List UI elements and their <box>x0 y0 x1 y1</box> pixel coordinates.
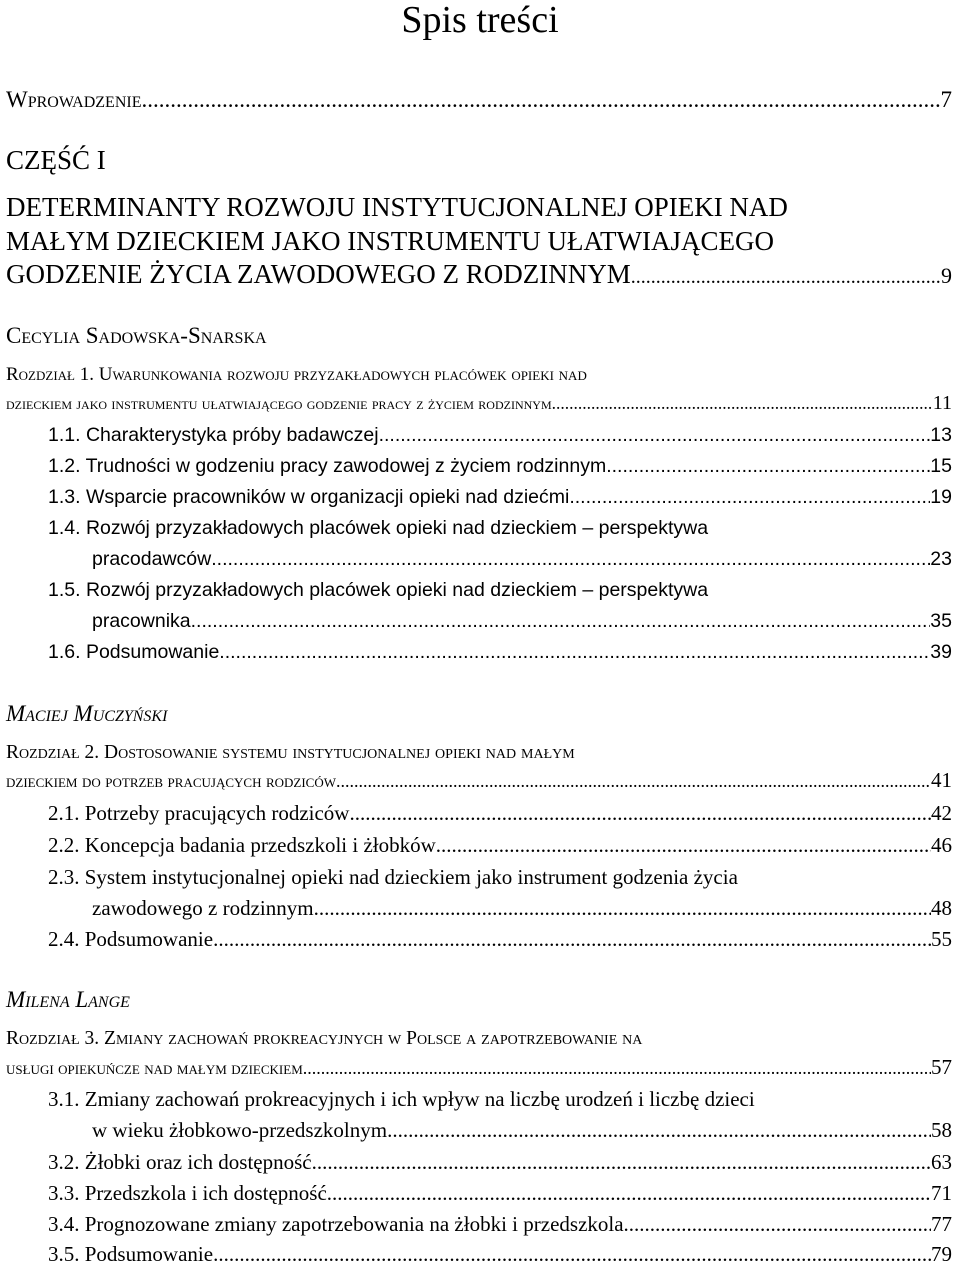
toc-leader-dots <box>552 390 933 416</box>
section-number: 1.5. <box>48 579 81 601</box>
chapter-title-line: Rozdział 2. Dostosowanie systemu instytucjonalnej opieki nad małym <box>6 742 575 763</box>
toc-page-number: 57 <box>931 1055 952 1079</box>
toc-leader-dots <box>211 546 930 572</box>
toc-leader-dots <box>303 1055 931 1081</box>
section-number: 1.3. <box>48 486 81 508</box>
chapter-title-line: dzieckiem jako instrumentu ułatwiającego godzenie pracy z życiem rodzinnym <box>6 393 552 413</box>
toc-page-number: 63 <box>931 1150 952 1174</box>
section-number: 2.2. <box>48 833 80 857</box>
toc-entry-section-line[interactable] <box>48 863 738 891</box>
toc-entry-section[interactable] <box>92 608 952 634</box>
toc-entry-chapter[interactable] <box>6 390 952 416</box>
section-number: 1.1. <box>48 424 81 446</box>
section-number: 3.4. <box>48 1212 80 1236</box>
toc-entry-chapter[interactable] <box>6 767 952 794</box>
section-number: 2.1. <box>48 801 80 825</box>
toc-entry-section[interactable] <box>92 894 952 922</box>
toc-entry-section[interactable] <box>48 831 952 859</box>
toc-entry-section[interactable] <box>48 639 952 665</box>
section-title: Podsumowanie <box>85 641 220 663</box>
toc-entry-section[interactable] <box>48 799 952 827</box>
part-title-line: MAŁYM DZIECKIEM JAKO INSTRUMENTU UŁATWIAJĄCEGO <box>6 226 774 256</box>
toc-page-number: 46 <box>931 833 952 857</box>
toc-leader-dots <box>191 608 931 634</box>
toc-leader-dots <box>312 1148 931 1176</box>
section-number: 1.6. <box>48 641 81 663</box>
section-title: pracownika <box>92 610 191 632</box>
toc-page-number: 9 <box>941 263 952 288</box>
section-number: 3.3. <box>48 1181 80 1205</box>
section-title: Charakterystyka próby badawczej <box>85 424 379 446</box>
toc-page-number: 11 <box>932 392 952 414</box>
section-number: 1.4. <box>48 517 81 539</box>
toc-leader-dots <box>624 1210 931 1238</box>
toc-entry-section-line[interactable] <box>48 577 708 603</box>
toc-page-number: 23 <box>930 548 952 570</box>
author-name: Milena Lange <box>6 987 130 1012</box>
chapter-title-line: dzieckiem do potrzeb pracujących rodziców <box>6 771 337 791</box>
section-title: Żłobki oraz ich dostępność <box>84 1150 312 1174</box>
toc-page-number: 71 <box>931 1181 952 1205</box>
section-title: Wsparcie pracowników w organizacji opieki nad dziećmi <box>85 486 570 508</box>
chapter-title-line: Rozdział 3. Zmiany zachowań prokreacyjnych w Polsce a zapotrzebowanie na <box>6 1028 643 1049</box>
toc-entry-section-line[interactable] <box>48 1085 755 1113</box>
toc-leader-dots <box>436 831 931 859</box>
section-title: System instytucjonalnej opieki nad dzieckiem jako instrument godzenia życia <box>84 865 738 889</box>
toc-leader-dots <box>569 484 930 510</box>
toc-page-number: 55 <box>931 927 952 951</box>
toc-leader-dots <box>336 768 931 794</box>
toc-page-number: 58 <box>931 1118 952 1142</box>
section-title: Rozwój przyzakładowych placówek opieki nad dzieckiem – perspektywa <box>85 579 709 601</box>
section-number: 1.2. <box>48 455 81 477</box>
toc-entry-section[interactable] <box>48 1179 952 1207</box>
section-title: Rozwój przyzakładowych placówek opieki nad dzieckiem – perspektywa <box>85 517 709 539</box>
author-name: Maciej Muczyński <box>6 701 168 726</box>
toc-leader-dots <box>387 1116 931 1144</box>
section-title: Podsumowanie <box>84 1242 214 1266</box>
toc-entry-section[interactable] <box>92 546 952 572</box>
section-title: Prognozowane zmiany zapotrzebowania na żłobki i przedszkola <box>84 1212 624 1236</box>
toc-page-number: 13 <box>930 424 952 446</box>
section-title: Koncepcja badania przedszkoli i żłobków <box>84 833 436 857</box>
toc-entry-text: Wprowadzenie <box>6 87 142 112</box>
toc-entry-chapter[interactable] <box>6 1054 952 1081</box>
toc-entry-section[interactable] <box>48 484 952 510</box>
section-number: 3.5. <box>48 1242 80 1266</box>
section-number: 2.3. <box>48 865 80 889</box>
section-title: Podsumowanie <box>84 927 214 951</box>
toc-entry-section[interactable] <box>92 1116 952 1144</box>
toc-entry-section[interactable] <box>48 1148 952 1176</box>
chapter-title-line: usługi opiekuńcze nad małym dzieckiem <box>6 1058 303 1078</box>
toc-leader-dots <box>631 260 941 294</box>
section-title: w wieku żłobkowo-przedszkolnym <box>92 1118 388 1142</box>
toc-leader-dots <box>213 1240 931 1268</box>
section-title: Trudności w godzeniu pracy zawodowej z życiem rodzinnym <box>85 455 607 477</box>
section-number: 3.1. <box>48 1087 80 1111</box>
toc-entry-section[interactable] <box>48 925 952 953</box>
toc-page-number: 35 <box>930 610 952 632</box>
toc-entry-part[interactable] <box>6 257 952 294</box>
part-title-line: GODZENIE ŻYCIA ZAWODOWEGO Z RODZINNYM <box>6 259 631 289</box>
toc-leader-dots <box>141 86 940 114</box>
toc-page-number: 42 <box>931 801 952 825</box>
page-title: Spis treści <box>401 0 559 41</box>
toc-entry-section[interactable] <box>48 1240 952 1268</box>
toc-leader-dots <box>314 894 931 922</box>
section-title: zawodowego z rodzinnym <box>92 896 314 920</box>
section-title: pracodawców <box>92 548 212 570</box>
toc-page-number: 79 <box>931 1242 952 1266</box>
section-title: Przedszkola i ich dostępność <box>84 1181 327 1205</box>
toc-page-number: 7 <box>940 87 952 112</box>
toc-page-number: 41 <box>931 768 952 792</box>
toc-leader-dots <box>379 422 931 448</box>
toc-page-number: 48 <box>931 896 952 920</box>
toc-page-number: 19 <box>930 486 952 508</box>
toc-leader-dots <box>606 453 930 479</box>
part-title-line: DETERMINANTY ROZWOJU INSTYTUCJONALNEJ OPIEKI NAD <box>6 192 788 222</box>
part-label: CZĘŚĆ I <box>6 145 106 175</box>
author-name: Cecylia Sadowska-Snarska <box>6 323 267 348</box>
toc-entry-section[interactable] <box>48 1210 952 1238</box>
toc-leader-dots <box>349 799 931 827</box>
toc-page-number: 39 <box>930 641 952 663</box>
toc-leader-dots <box>327 1179 931 1207</box>
toc-leader-dots <box>219 639 930 665</box>
toc-entry-section-line[interactable] <box>48 515 708 541</box>
toc-entry-section[interactable] <box>48 422 952 448</box>
toc-page-number: 77 <box>931 1212 952 1236</box>
toc-leader-dots <box>213 925 931 953</box>
section-number: 2.4. <box>48 927 80 951</box>
section-title: Potrzeby pracujących rodziców <box>84 801 350 825</box>
chapter-title-line: Rozdział 1. Uwarunkowania rozwoju przyzakładowych placówek opieki nad <box>6 364 587 385</box>
section-number: 3.2. <box>48 1150 80 1174</box>
section-title: Zmiany zachowań prokreacyjnych i ich wpływ na liczbę urodzeń i liczbę dzieci <box>84 1087 755 1111</box>
toc-entry-intro[interactable] <box>6 86 952 114</box>
toc-page-number: 15 <box>930 455 952 477</box>
toc-entry-section[interactable] <box>48 453 952 479</box>
